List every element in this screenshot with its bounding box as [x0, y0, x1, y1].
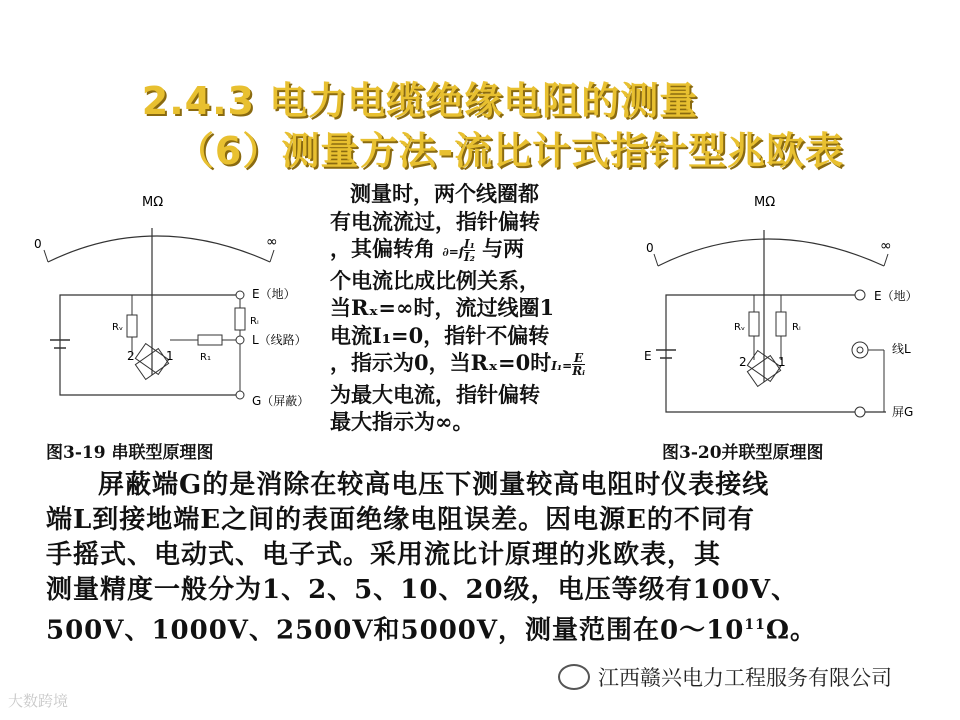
scale-infinity: ∞: [266, 234, 278, 250]
title-line-2: （6）测量方法-流比计式指针型兆欧表: [175, 129, 845, 173]
explanation-text-part: 与两: [482, 236, 525, 261]
explanation-line: 测量时，两个线圈都: [350, 181, 539, 206]
rv-label: Rᵥ: [734, 322, 746, 333]
source-label: E: [644, 349, 652, 363]
terminal-g: [855, 407, 865, 417]
wechat-logo-icon: [558, 664, 590, 690]
terminal-l: [236, 336, 244, 344]
explanation-line: 有电流流过，指针偏转: [330, 208, 540, 234]
coil-1-label: 1: [778, 355, 786, 369]
scale-infinity: ∞: [880, 238, 892, 254]
paragraph-line: 屏蔽端G的是消除在较高电压下测量较高电阻时仪表接线: [98, 470, 770, 500]
left-figure-caption: 图3-19 串联型原理图: [46, 443, 214, 463]
formula-2-denominator: Rᵢ: [572, 364, 586, 378]
ri-label: Rᵢ: [250, 316, 259, 327]
label-e: E（地）: [252, 287, 296, 301]
ri-label: Rᵢ: [792, 322, 801, 333]
formula-2-fraction: [572, 352, 585, 377]
explanation-text: [330, 180, 630, 436]
r1-label: R₁: [200, 352, 211, 363]
parallel-circuit-diagram: [636, 190, 936, 430]
explanation-line-formula: [330, 235, 630, 267]
coil-1-label: 1: [166, 349, 174, 363]
exponent: 11: [744, 617, 766, 633]
paragraph-text-part: 500V、1000V、2500V和5000V，测量范围在0～10: [46, 615, 745, 646]
explanation-line: 最大指示为∞。: [330, 409, 474, 434]
paragraph-line-last: [46, 608, 906, 649]
watermark: 大数跨境: [8, 692, 69, 710]
formula-2-numerator: E: [574, 351, 584, 365]
scale-zero: 0: [646, 241, 654, 255]
rv-label: Rᵥ: [112, 322, 124, 333]
resistor-ri: [235, 308, 245, 330]
series-circuit-diagram: [30, 190, 330, 430]
formula-2-prefix: I₁=: [551, 359, 573, 373]
resistor-ri: [776, 312, 786, 336]
scale-zero: 0: [34, 237, 42, 251]
scale-unit: MΩ: [754, 195, 776, 210]
resistor-rv: [749, 312, 759, 336]
body-paragraph: [46, 468, 906, 649]
paragraph-line: 手摇式、电动式、电子式。采用流比计原理的兆欧表，其: [46, 540, 722, 570]
meter-scale-arc: [48, 236, 270, 262]
paragraph-line: 端L到接地端E之间的表面绝缘电阻误差。因电源E的不同有: [46, 505, 755, 535]
brand-name: 江西赣兴电力工程服务有限公司: [598, 666, 892, 690]
explanation-text-part: ，其偏转角: [330, 236, 435, 261]
meter-scale-arc: [658, 239, 884, 266]
resistor-r1: [198, 335, 222, 345]
terminal-g: [236, 391, 244, 399]
paragraph-line: 测量精度一般分为1、2、5、10、20级，电压等级有100V、: [46, 575, 799, 605]
explanation-text-part: ，指示为0，当Rₓ=0时: [330, 350, 552, 375]
explanation-line-formula: [330, 349, 630, 381]
formula-1-denominator: I₂: [463, 250, 475, 264]
explanation-line: 当Rₓ=∞时，流过线圈1: [330, 295, 555, 320]
title-line-1: 2.4.3 电力电缆绝缘电阻的测量: [141, 79, 699, 123]
formula-1-numerator: I₁: [463, 237, 475, 251]
label-l: L（线路）: [252, 333, 307, 347]
formula-1-prefix: ∂=f: [442, 245, 464, 259]
label-g: 屏G: [892, 405, 914, 419]
paragraph-text-part: Ω。: [765, 615, 817, 646]
coil-2-label: 2: [739, 355, 747, 369]
terminal-e: [855, 290, 865, 300]
coil-2-label: 2: [127, 349, 135, 363]
resistor-rv: [127, 315, 137, 337]
label-e: E（地）: [874, 289, 918, 303]
right-figure-caption: 图3-20并联型原理图: [662, 443, 824, 463]
explanation-line: 为最大电流，指针偏转: [330, 381, 540, 407]
scale-unit: MΩ: [142, 195, 164, 210]
label-g: G（屏蔽）: [252, 394, 310, 408]
terminal-e: [236, 291, 244, 299]
explanation-line: 个电流比成比例关系，: [330, 267, 540, 293]
explanation-line: 电流I₁=0，指针不偏转: [330, 322, 550, 348]
brand-attribution: [558, 662, 892, 692]
label-l: 线L: [892, 342, 911, 356]
formula-1-fraction: [464, 238, 475, 263]
